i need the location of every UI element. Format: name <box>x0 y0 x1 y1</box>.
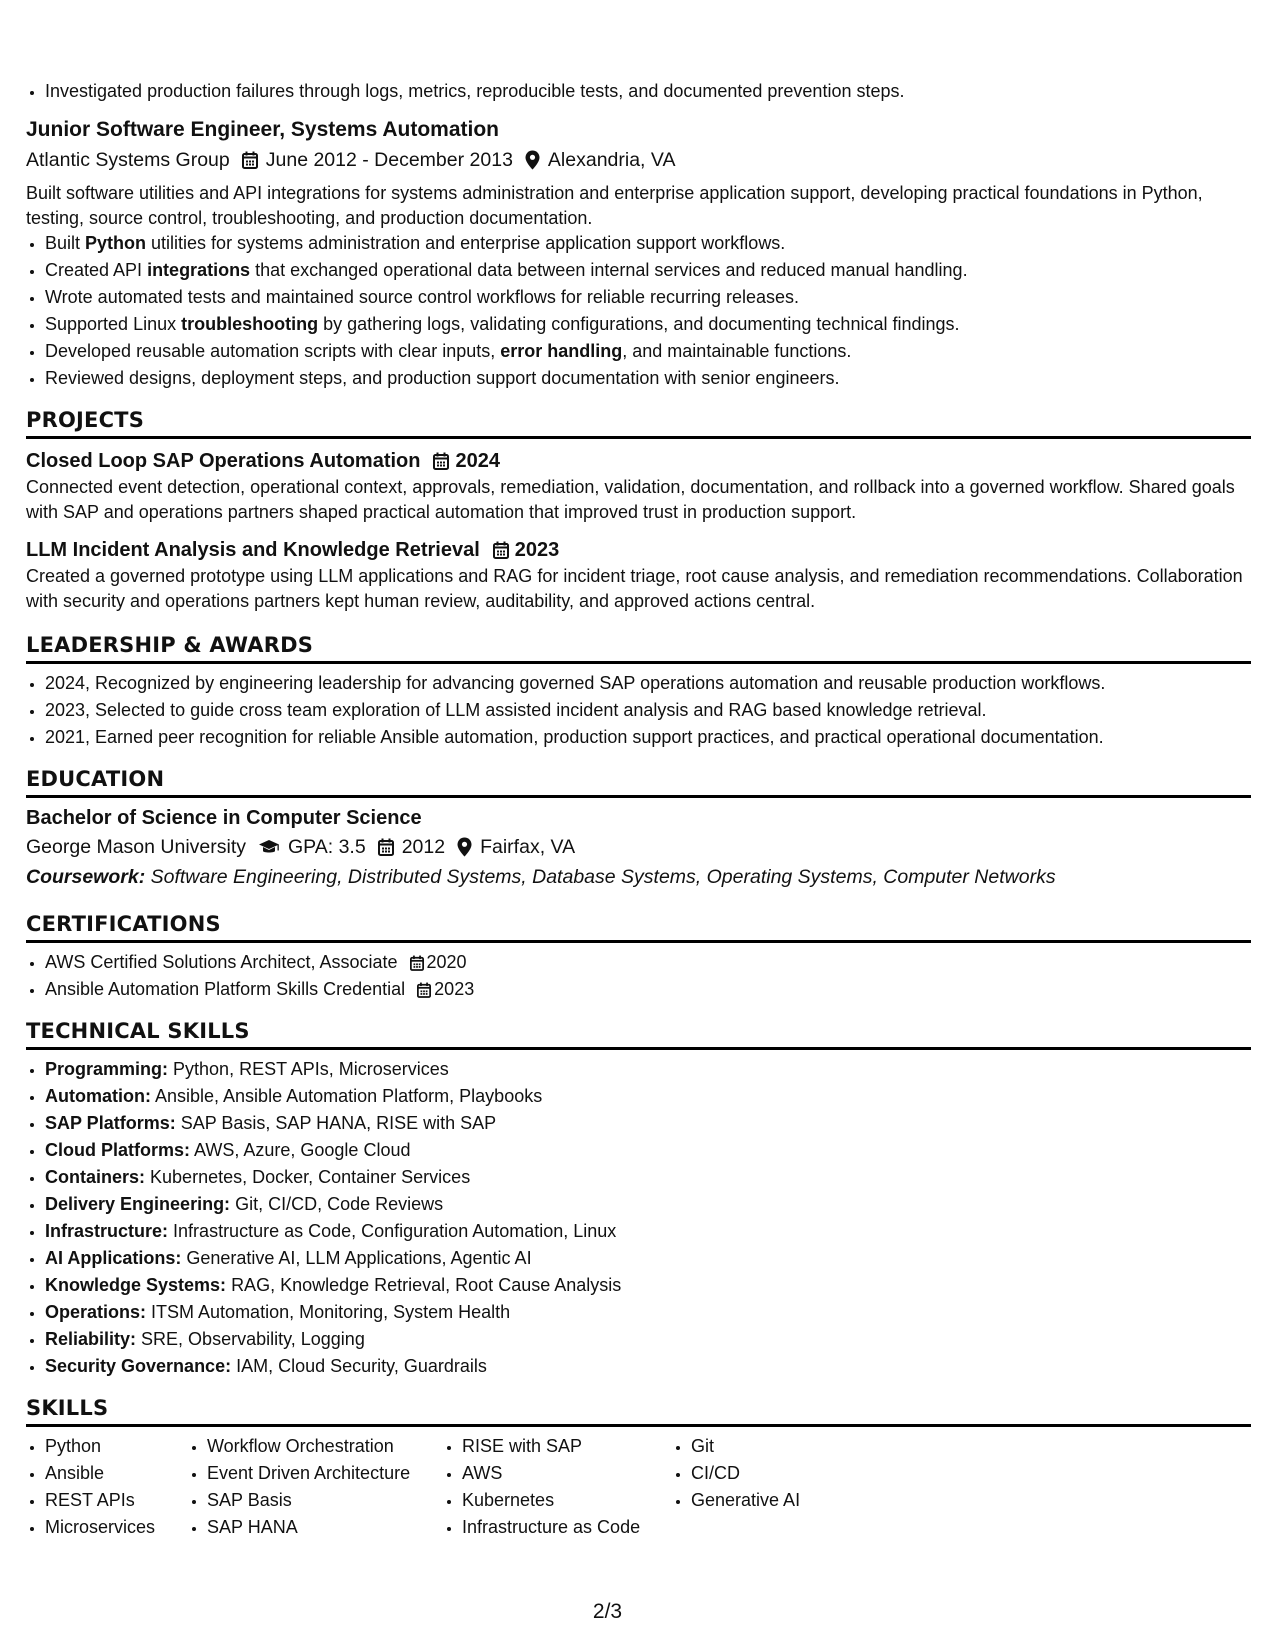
awards-list <box>26 670 1251 751</box>
calendar-icon <box>242 151 258 169</box>
job-title: Junior Software Engineer, Systems Automation <box>26 118 499 141</box>
list-item: • Investigated production failures through logs, metrics, reproducible tests, and documented prevention steps. <box>45 78 1251 105</box>
list-item: • SAP HANA <box>207 1514 443 1541</box>
list-item: • Git <box>691 1433 891 1460</box>
section-heading: EDUCATION <box>26 765 1251 798</box>
list-item: • Created API integrations that exchanged operational data between internal services and reduced manual handling. <box>45 257 1251 284</box>
coursework: Coursework: Software Engineering, Distributed Systems, Database Systems, Operating Systems, Computer Networks <box>26 866 1056 888</box>
skills-column <box>672 1433 891 1541</box>
awards-section <box>26 631 1251 751</box>
section-heading: TECHNICAL SKILLS <box>26 1017 1251 1050</box>
company-name: Atlantic Systems Group <box>26 149 230 171</box>
calendar-icon <box>493 541 509 559</box>
list-item: • 2024, Recognized by engineering leadership for advancing governed SAP operations automation and reusable production workflows. <box>45 670 1251 697</box>
list-item: • Ansible <box>45 1460 188 1487</box>
list-item: • CI/CD <box>691 1460 891 1487</box>
list-item: • REST APIs <box>45 1487 188 1514</box>
list-item: • Built Python utilities for systems administration and enterprise application support workflows. <box>45 230 1251 257</box>
section-heading: PROJECTS <box>26 406 1251 439</box>
section-heading: SKILLS <box>26 1394 1251 1427</box>
list-item: • Ansible Automation Platform Skills Credential 2023 <box>45 976 1251 1003</box>
list-item: • Delivery Engineering: Git, CI/CD, Code Reviews <box>45 1191 1251 1218</box>
certifications-list <box>26 949 1251 1003</box>
job-dates: June 2012 - December 2013 <box>265 149 513 171</box>
education-meta <box>26 832 1251 862</box>
calendar-icon <box>417 982 431 998</box>
list-item: • AWS Certified Solutions Architect, Associate 2020 <box>45 949 1251 976</box>
project-description: Connected event detection, operational context, approvals, remediation, validation, documentation, and rollback into a governed workflow. Shared goals with SAP and operations partners shaped practical automation that improved trust in production support. <box>26 477 1235 522</box>
list-item: • SAP Basis <box>207 1487 443 1514</box>
skills-section <box>26 1394 1251 1541</box>
map-pin-icon <box>457 837 472 857</box>
list-item: • Infrastructure as Code <box>462 1514 672 1541</box>
list-item: • Developed reusable automation scripts with clear inputs, error handling, and maintainable functions. <box>45 338 1251 365</box>
list-item: • Python <box>45 1433 188 1460</box>
technical-skills-list <box>26 1056 1251 1380</box>
project-title: LLM Incident Analysis and Knowledge Retrieval 2023 <box>26 536 1251 564</box>
education-section <box>26 765 1251 892</box>
cert-year: 2023 <box>434 979 475 999</box>
project-description: Created a governed prototype using LLM applications and RAG for incident triage, root cause analysis, and remediation recommendations. Collaboration with security and operations partners kept human review, auditability, and approved actions central. <box>26 566 1243 611</box>
page-number: 2/3 <box>592 1600 623 1623</box>
list-item: • Reliability: SRE, Observability, Logging <box>45 1326 1251 1353</box>
list-item: • Security Governance: IAM, Cloud Security, Guardrails <box>45 1353 1251 1380</box>
list-item: • Workflow Orchestration <box>207 1433 443 1460</box>
calendar-icon <box>378 838 394 856</box>
list-item: • Microservices <box>45 1514 188 1541</box>
section-heading: CERTIFICATIONS <box>26 910 1251 943</box>
school-location: Fairfax, VA <box>480 836 576 858</box>
project-title: Closed Loop SAP Operations Automation 2024 <box>26 447 1251 475</box>
skills-columns <box>26 1433 1251 1541</box>
list-item: • Cloud Platforms: AWS, Azure, Google Cloud <box>45 1137 1251 1164</box>
list-item: • Containers: Kubernetes, Docker, Container Services <box>45 1164 1251 1191</box>
section-heading: LEADERSHIP & AWARDS <box>26 631 1251 664</box>
list-item: • 2023, Selected to guide cross team exploration of LLM assisted incident analysis and RAG based knowledge retrieval. <box>45 697 1251 724</box>
job-summary: Built software utilities and API integrations for systems administration and enterprise application support, developing practical foundations in Python, testing, source control, troubleshooting, and production documentation. <box>26 183 1203 228</box>
skills-column <box>443 1433 672 1541</box>
list-item: • Infrastructure: Infrastructure as Code, Configuration Automation, Linux <box>45 1218 1251 1245</box>
calendar-icon <box>433 452 449 470</box>
project-year: 2023 <box>514 539 560 561</box>
list-item: • AWS <box>462 1460 672 1487</box>
list-item: • 2021, Earned peer recognition for reliable Ansible automation, production support practices, and practical operational documentation. <box>45 724 1251 751</box>
skills-column <box>188 1433 443 1541</box>
previous-job-bullets <box>26 78 1251 105</box>
technical-skills-section <box>26 1017 1251 1380</box>
list-item: • Automation: Ansible, Ansible Automation Platform, Playbooks <box>45 1083 1251 1110</box>
list-item: • Supported Linux troubleshooting by gathering logs, validating configurations, and documenting technical findings. <box>45 311 1251 338</box>
project-year: 2024 <box>455 450 500 472</box>
list-item: • AI Applications: Generative AI, LLM Applications, Agentic AI <box>45 1245 1251 1272</box>
list-item: • Operations: ITSM Automation, Monitoring, System Health <box>45 1299 1251 1326</box>
school-name: George Mason University <box>26 836 247 858</box>
list-item: • Event Driven Architecture <box>207 1460 443 1487</box>
list-item: • SAP Platforms: SAP Basis, SAP HANA, RISE with SAP <box>45 1110 1251 1137</box>
list-item: • Reviewed designs, deployment steps, and production support documentation with senior engineers. <box>45 365 1251 392</box>
certifications-section <box>26 910 1251 1003</box>
skills-column <box>26 1433 188 1541</box>
projects-section <box>26 406 1251 613</box>
gpa: GPA: 3.5 <box>288 836 366 858</box>
job-bullets <box>26 230 1251 392</box>
degree-title: Bachelor of Science in Computer Science <box>26 807 422 829</box>
list-item: • Programming: Python, REST APIs, Microservices <box>45 1056 1251 1083</box>
calendar-icon <box>410 955 424 971</box>
map-pin-icon <box>525 150 540 170</box>
list-item: • Kubernetes <box>462 1487 672 1514</box>
resume-page <box>26 78 1251 1541</box>
job-location: Alexandria, VA <box>547 149 676 171</box>
cert-year: 2020 <box>426 952 467 972</box>
list-item: • RISE with SAP <box>462 1433 672 1460</box>
list-item: • Wrote automated tests and maintained source control workflows for reliable recurring releases. <box>45 284 1251 311</box>
list-item: • Generative AI <box>691 1487 891 1514</box>
graduation-year: 2012 <box>401 836 446 858</box>
list-item: • Knowledge Systems: RAG, Knowledge Retrieval, Root Cause Analysis <box>45 1272 1251 1299</box>
job-meta <box>26 145 1251 175</box>
job-entry <box>26 115 1251 392</box>
graduation-cap-icon <box>258 839 280 855</box>
